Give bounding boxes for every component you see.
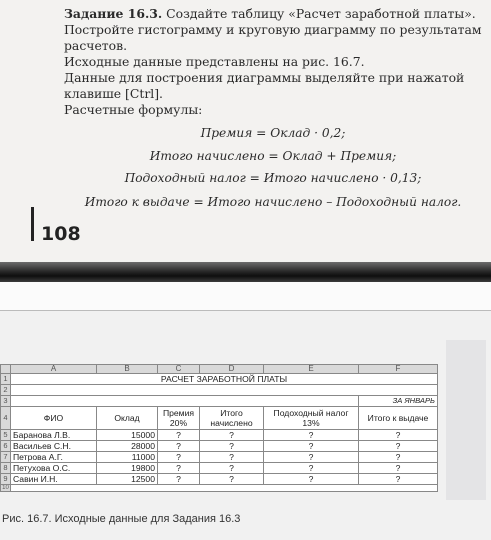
cell-income-tax: ? [264,474,359,485]
col-letter-b: B [97,365,158,374]
cell-salary: 12500 [97,474,158,485]
sheet-title: РАСЧЕТ ЗАРАБОТНОЙ ПЛАТЫ [11,374,438,385]
header-total-accrued: Итого начислено [200,407,264,430]
cell-bonus: ? [158,441,200,452]
formula-income-tax: Подоходный налог = Итого начислено · 0,13; [124,171,422,185]
task-description: Создайте таблицу «Расчет заработной платы». Постройте гистограмму и круговую диаграмму по результатам расчетов. [64,6,482,53]
table-row [1,374,438,385]
row-number: 2 [1,385,11,396]
table-row [1,385,438,396]
empty-cell [11,385,438,396]
cell-income-tax: ? [264,430,359,441]
task-source-note: Исходные данные представлены на рис. 16.7. [64,54,365,69]
cell-name: Савин И.Н. [11,474,97,485]
page-gap [0,282,491,311]
table-row [1,474,438,485]
cell-name: Петрова А.Г. [11,452,97,463]
cell-payout: ? [359,474,438,485]
cell-bonus: ? [158,463,200,474]
table-row [1,430,438,441]
cell-income-tax: ? [264,463,359,474]
cell-total-accrued: ? [200,474,264,485]
header-income-tax: Подоходный налог 13% [264,407,359,430]
row-number: 4 [1,407,11,430]
formula-bonus: Премия = Оклад · 0,2; [200,126,346,140]
cell-income-tax: ? [264,452,359,463]
col-letter-c: C [158,365,200,374]
row-number: 1 [1,374,11,385]
cell-total-accrued: ? [200,430,264,441]
cell-salary: 15000 [97,430,158,441]
cell-name: Баранова Л.В. [11,430,97,441]
task-label: Задание 16.3. [64,6,163,21]
cell-name: Васильев С.Н. [11,441,97,452]
row-number: 9 [1,474,11,485]
table-row [1,463,438,474]
page-number: 108 [41,223,81,245]
formula-total-accrued: Итого начислено = Оклад + Премия; [149,149,397,163]
task-formulas-label: Расчетные формулы: [64,102,203,117]
row-number: 5 [1,430,11,441]
period-label: ЗА ЯНВАРЬ [359,396,438,407]
header-row [1,407,438,430]
corner-cell [1,365,11,374]
figure-caption: Рис. 16.7. Исходные данные для Задания 16.3 [2,513,241,525]
col-letter-a: A [11,365,97,374]
cell-payout: ? [359,430,438,441]
page-marker-bar [31,207,34,241]
col-letter-f: F [359,365,438,374]
col-letter-e: E [264,365,359,374]
cell-bonus: ? [158,452,200,463]
cell-name: Петухова О.С. [11,463,97,474]
task-ctrl-note: Данные для построения диаграммы выделяйте при нажатой клавише [Ctrl]. [64,70,465,101]
cell-payout: ? [359,452,438,463]
spreadsheet-table [0,364,438,492]
cell-bonus: ? [158,430,200,441]
cell-salary: 28000 [97,441,158,452]
col-letter-d: D [200,365,264,374]
table-row [1,441,438,452]
row-number: 7 [1,452,11,463]
cell-total-accrued: ? [200,452,264,463]
header-fio: ФИО [11,407,97,430]
cell-payout: ? [359,441,438,452]
cell-total-accrued: ? [200,441,264,452]
row-number: 6 [1,441,11,452]
formula-payout: Итого к выдаче = Итого начислено – Подоходный налог. [84,195,462,209]
row-number: 8 [1,463,11,474]
cell-bonus: ? [158,474,200,485]
column-letters-row [1,365,438,374]
table-row [1,485,438,492]
header-payout: Итого к выдаче [359,407,438,430]
cell-salary: 19800 [97,463,158,474]
row-number: 10 [2,485,9,491]
empty-cell [11,396,359,407]
cell-payout: ? [359,463,438,474]
header-salary: Оклад [97,407,158,430]
page-fold-shadow [0,262,491,282]
table-row [1,452,438,463]
cell-total-accrued: ? [200,463,264,474]
header-bonus: Премия 20% [158,407,200,430]
cell-salary: 11000 [97,452,158,463]
faint-background-text [446,340,486,500]
cell-income-tax: ? [264,441,359,452]
table-row [1,396,438,407]
row-number: 3 [1,396,11,407]
task-text [64,6,482,118]
empty-cell [11,485,438,492]
